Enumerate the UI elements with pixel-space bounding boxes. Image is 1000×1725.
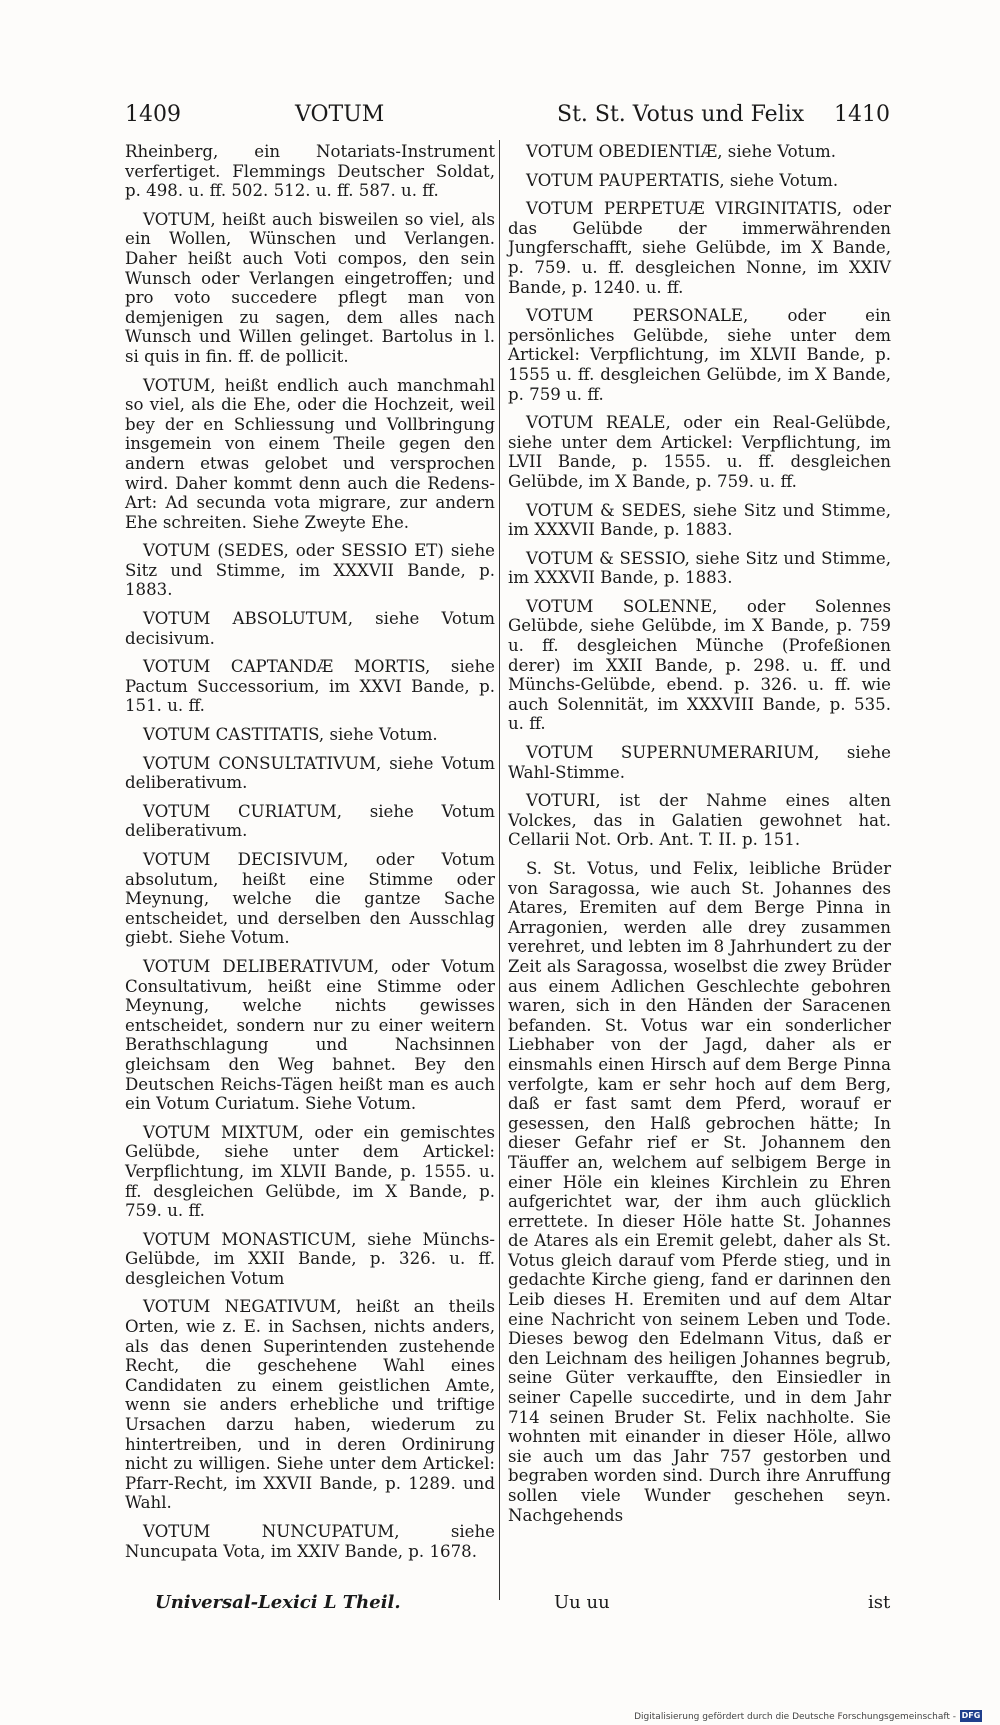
- entry: VOTUM DECISIVUM, oder Votum absolutum, heißt eine Stimme oder Meynung, welche die gantze Sache entscheidet, und derselben den Ausschlag giebt. Siehe Votum.: [125, 850, 495, 948]
- entry: VOTUM MIXTUM, oder ein gemischtes Gelübde, siehe unter dem Artickel: Verpflichtung, im XLVII Bande, p. 1555. u. ff. desgleichen Gelübde, im X Bande, p. 759. u. ff.: [125, 1122, 495, 1221]
- entry: VOTUM (SEDES, oder SESSIO ET) siehe Sitz und Stimme, im XXXVII Bande, p. 1883.: [125, 541, 495, 600]
- left-column: [125, 142, 495, 1570]
- entry: VOTUM, heißt auch bisweilen so viel, als ein Wollen, Wünschen und Verlangen. Daher heißt auch Voti compos, den sein Wunsch oder Verlangen eingetroffen; und pro voto succedere pflegt man von demjenigen zu sagen, dem alles nach Wunsch und Willen gelinget. Bartolus in l. si quis in fin. ff. de pollicit.: [125, 209, 495, 366]
- entry: VOTUM CASTITATIS, siehe Votum.: [143, 725, 438, 745]
- entry: VOTUM CONSULTATIVUM, siehe Votum deliberativum.: [125, 753, 495, 793]
- running-title-left: VOTUM: [295, 102, 385, 127]
- entry: VOTUM CURIATUM, siehe Votum deliberativum.: [125, 801, 495, 841]
- entry: VOTUM MONASTICUM, siehe Münchs-Gelübde, im XXII Bande, p. 326. u. ff. desgleichen Votum: [125, 1229, 495, 1288]
- entry: VOTUM & SESSIO, siehe Sitz und Stimme, im XXXVII Bande, p. 1883.: [508, 548, 891, 588]
- entry: VOTUM, heißt endlich auch manchmahl so viel, als die Ehe, oder die Hochzeit, weil bey der en Schliessung und Vollbringung insgemein von einem Theile gegen den andern etwas gelobet und versprochen wird. Daher kommt denn auch die Redens-Art: Ad secunda vota migrare, zur andern Ehe schreiten. Siehe Zweyte Ehe.: [125, 375, 495, 532]
- entry: VOTUM NUNCUPATUM, siehe Nuncupata Vota, im XXIV Bande, p. 1678.: [125, 1522, 495, 1561]
- digitization-credit: Digitalisierung gefördert durch die Deutsche Forschungsgemeinschaft -: [634, 1712, 956, 1722]
- footer-catchword: ist: [868, 1592, 891, 1613]
- footer-signature-mark: Uu uu: [554, 1592, 610, 1613]
- entry: VOTUM PERSONALE, oder ein persönliches Gelübde, siehe unter dem Artickel: Verpflichtung, im XLVII Bande, p. 1555 u. ff. desgleichen Gelübde, im X Bande, p. 759 u. ff.: [508, 306, 891, 404]
- entry: Rheinberg, ein Notariats-Instrument verfertiget. Flemmings Deutscher Soldat, p. 498. u. ff. 502. 512. u. ff. 587. u. ff.: [125, 142, 495, 201]
- entry: VOTUM DELIBERATIVUM, oder Votum Consultativum, heißt eine Stimme oder Meynung, welche nichts gewisses entscheidet, sondern nur zu einer weitern Berathschlagung und Nachsinnen gleichsam den Weg bahnet. Bey den Deutschen Reichs-Tägen heißt man es auch ein Votum Curiatum. Siehe Votum.: [125, 956, 495, 1114]
- entry: VOTUM SUPERNUMERARIUM, siehe Wahl-Stimme.: [508, 743, 891, 782]
- footer-volume-title: Universal-Lexici L Theil.: [155, 1592, 401, 1613]
- column-divider: [499, 140, 500, 1600]
- entry: VOTUM OBEDIENTIÆ, siehe Votum.: [526, 142, 837, 161]
- entry: VOTUM PAUPERTATIS, siehe Votum.: [526, 170, 839, 190]
- right-column: [508, 142, 891, 1534]
- running-title-right: St. St. Votus und Felix: [557, 102, 805, 127]
- entry: VOTURI, ist der Nahme eines alten Volckes, das in Galatien gewohnet hat. Cellarii Not. Orb. Ant. T. II. p. 151.: [508, 791, 891, 850]
- entry: VOTUM NEGATIVUM, heißt an theils Orten, wie z. E. in Sachsen, nichts anders, als das denen Superintenden zustehende Recht, die geschehene Wahl eines Candidaten zu einem geistlichen Amte, wenn sie anders erhebliche und triftige Ursachen darzu haben, wiederum zu hintertreiben, und in deren Ordinirung nicht zu willigen. Siehe unter dem Artickel: Pfarr-Recht, im XXVII Bande, p. 1289. und Wahl.: [125, 1297, 495, 1513]
- page-header: [125, 102, 890, 136]
- page-number-right: 1410: [834, 102, 890, 127]
- entry: VOTUM ABSOLUTUM, siehe Votum decisivum.: [125, 609, 495, 648]
- entry: VOTUM SOLENNE, oder Solennes Gelübde, siehe Gelübde, im X Bande, p. 759 u. ff. desgleichen Münche (Profeßionen derer) im XXII Bande, p. 298. u. ff. und Münchs-Gelübde, ebend. p. 326. u. ff. wie auch Solennität, im XXXVIII Bande, p. 535. u. ff.: [508, 596, 891, 734]
- page-number-left: 1409: [125, 102, 181, 127]
- dfg-logo-icon: DFG: [961, 1711, 981, 1720]
- entry: S. St. Votus, und Felix, leibliche Brüder von Saragossa, wie auch St. Johannes des Atares, Eremiten auf dem Berge Pinna in Arragonien, werden alle drey zusammen verehret, und lebten im 8 Jahrhundert zu der Zeit als Saragossa, woselbst die zwey Brüder aus einem Adlichen Geschlechte gebohren waren, sich in den Händen der Saracenen befanden. St. Votus war ein sonderlicher Liebhaber von der Jagd, daher als er einsmahls einen Hirsch auf dem Berge Pinna verfolgte, kam er sehr hoch auf dem Berg, daß er fast samt dem Pferd, worauf er gesessen, den Halß gebrochen hätte; In dieser Gefahr rief er St. Johannem den Täuffer an, welchem auf selbigem Berge in einer Höle ein kleines Kirchlein zu Ehren aufgerichtet war, der ihm auch glücklich errettete. In dieser Höle hatte St. Johannes de Atares als ein Eremit gelebt, daher als St. Votus gleich darauf vom Pferde stieg, und in gedachte Kirche gieng, fand er darinnen den Leib dieses H. Eremiten und auf dem Altar eine Nachricht von seinem Leben und Tode. Dieses bewog den Edelmann Vitus, daß er den Leichnam des heiligen Johannes begrub, seine Güter verkauffte, den Einsiedler in seiner Capelle succedirte, und in dem Jahr 714 seinen Bruder St. Felix nachholte. Sie wohnten mit einander in dieser Höle, allwo sie auch um das Jahr 757 gestorben und begraben worden sind. Durch ihre Anruffung sollen viele Wunder geschehen seyn. Nachgehends: [508, 859, 891, 1525]
- entry: VOTUM REALE, oder ein Real-Gelübde, siehe unter dem Artickel: Verpflichtung, im LVII Bande, p. 1555. u. ff. desgleichen Gelübde, im X Bande, p. 759. u. ff.: [508, 413, 891, 491]
- entry: VOTUM PERPETUÆ VIRGINITATIS, oder das Gelübde der immerwährenden Jungferschafft, siehe Gelübde, im X Bande, p. 759. u. ff. desgleichen Nonne, im XXIV Bande, p. 1240. u. ff.: [508, 199, 891, 297]
- entry: VOTUM & SEDES, siehe Sitz und Stimme, im XXXVII Bande, p. 1883.: [508, 500, 891, 540]
- entry: VOTUM CAPTANDÆ MORTIS, siehe Pactum Successorium, im XXVI Bande, p. 151. u. ff.: [125, 657, 495, 716]
